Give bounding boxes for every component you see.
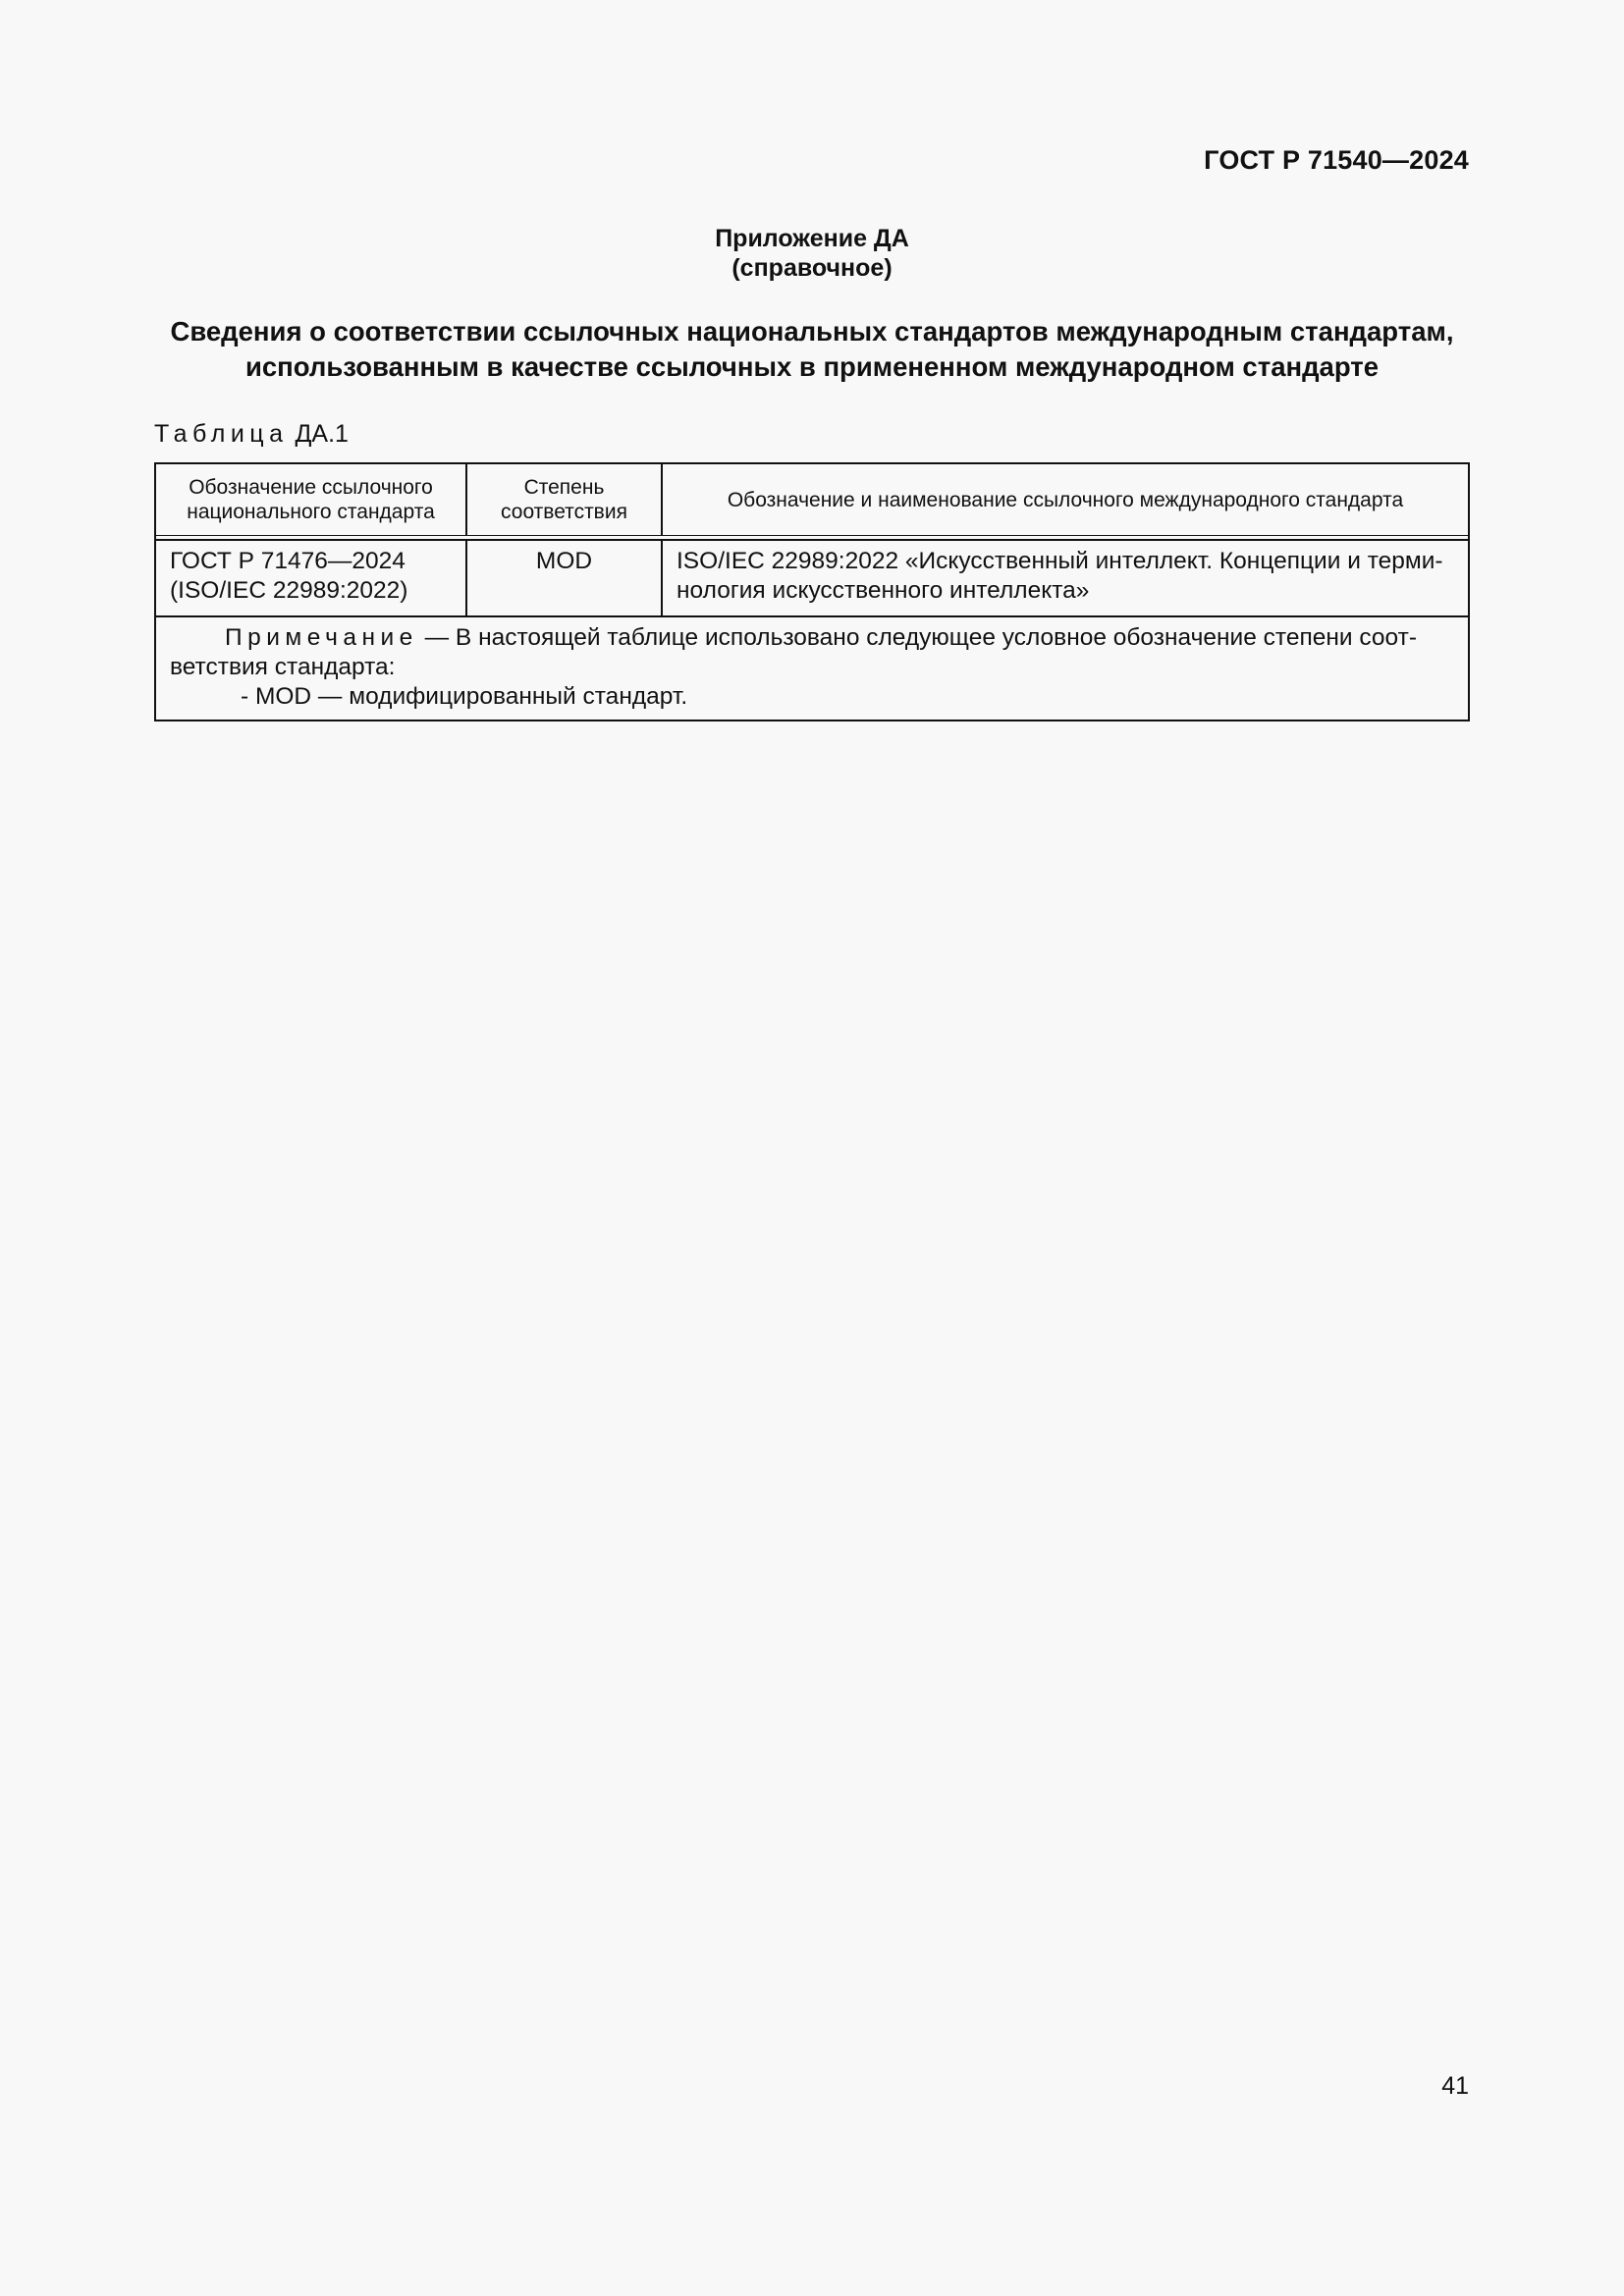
appendix-subtitle: (справочное) (731, 254, 893, 282)
note-text-line-1: — В настоящей таблице использовано следующее условное обозначение степени соот- (417, 624, 1418, 651)
table-caption-label: Таблица (154, 420, 289, 448)
header-national-standard (156, 464, 467, 535)
header-degree-line-2: соответствия (501, 501, 627, 523)
cell-national-standard-line-2: (ISO/IEC 22989:2022) (170, 577, 408, 604)
table-row (156, 541, 1468, 615)
page-number: 41 (1441, 2072, 1469, 2100)
table-caption (154, 420, 349, 449)
appendix-title: Приложение ДА (715, 225, 909, 252)
header-international-standard (663, 464, 1468, 535)
header-degree-line-1: Степень (523, 476, 605, 499)
cell-international-standard (663, 541, 1468, 615)
note-item: - MOD — модифицированный стандарт. (241, 683, 688, 710)
section-title-line-1: Сведения о соответствии ссылочных национальных стандартов международным стандартам, (170, 316, 1454, 347)
note-first-line (170, 623, 1454, 653)
cell-international-standard-line-2: нология искусственного интеллекта» (677, 577, 1090, 604)
cell-degree: MOD (467, 541, 663, 615)
cell-international-standard-line-1: ISO/IEC 22989:2022 «Искусственный интеллект. Концепции и терми- (677, 548, 1443, 574)
header-national-standard-line-1: Обозначение ссылочного (189, 476, 433, 499)
header-degree (467, 464, 663, 535)
header-national-standard-line-2: национального стандарта (187, 501, 435, 523)
table-note (156, 615, 1468, 720)
document-code: ГОСТ Р 71540—2024 (1204, 145, 1469, 175)
header-international-standard-line-1: Обозначение и наименование ссылочного международного стандарта (727, 488, 1404, 511)
table-header-row (156, 464, 1468, 535)
note-text-line-2: ветствия стандарта: (170, 654, 396, 680)
appendix-heading (0, 224, 1624, 283)
table-caption-number: ДА.1 (295, 420, 349, 448)
cell-national-standard-line-1: ГОСТ Р 71476—2024 (170, 548, 406, 574)
note-label: Примечание (225, 624, 418, 651)
correspondence-table (154, 462, 1470, 721)
section-title (137, 314, 1487, 385)
section-title-line-2: использованным в качестве ссылочных в примененном международном стандарте (244, 351, 1380, 382)
cell-national-standard (156, 541, 467, 615)
